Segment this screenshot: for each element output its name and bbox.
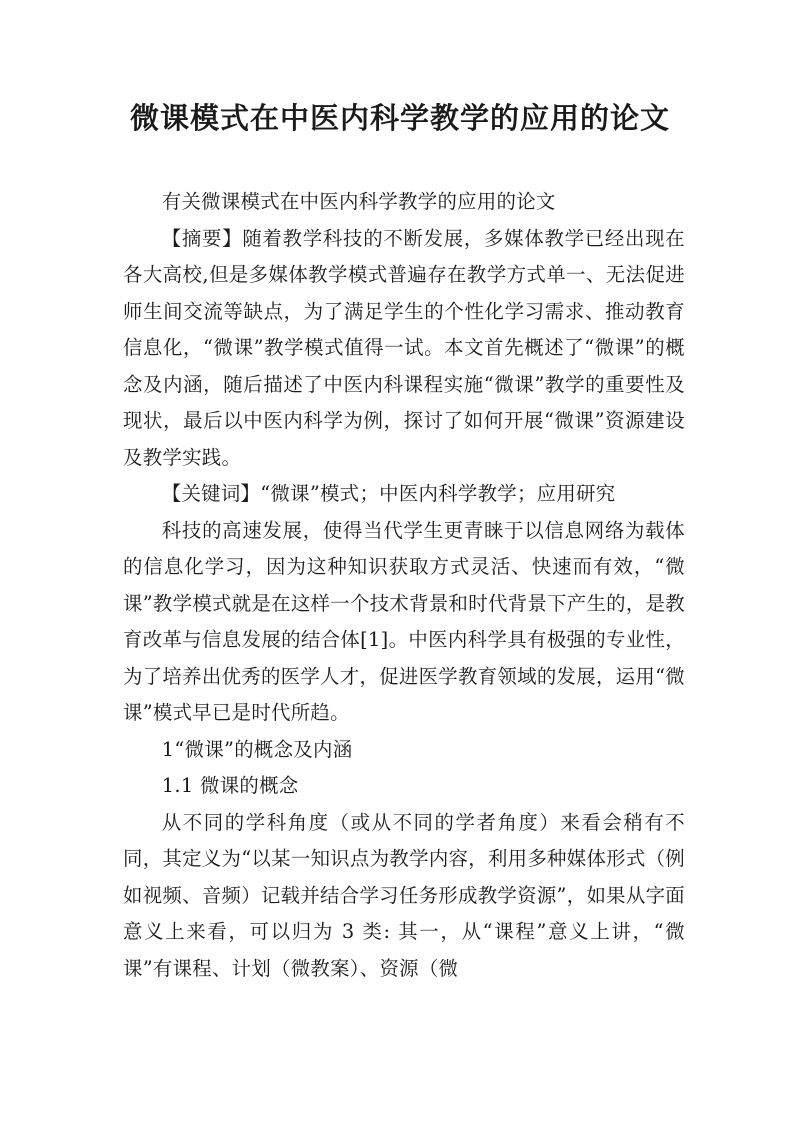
document-title: 微课模式在中医内科学教学的应用的论文 (129, 101, 670, 135)
keywords-paragraph: 【关键词】“微课”模式；中医内科学教学；应用研究 (161, 482, 616, 505)
intro-paragraph: 科技的高速发展，使得当代学生更青睐于以信息网络为载体的信息化学习，因为这种知识获取方式灵活、快速而有效，“微课”教学模式就是在这样一个技术背景和时代背景下产生的，是教育改革与信息发展的结合体[1]。中医内科学具有极强的专业性，为了培养出优秀的医学人才，促进医学教育领域的发展，运用“微课”模式早已是时代所趋。 (123, 518, 685, 724)
subsection-heading: 1.1 微课的概念 (161, 774, 299, 797)
abstract-paragraph: 【摘要】随着教学科技的不断发展，多媒体教学已经出现在各大高校,但是多媒体教学模式普遍存在教学方式单一、无法促进师生间交流等缺点，为了满足学生的个性化学习需求、推动教育信息化，“微课”教学模式值得一试。本文首先概述了“微课”的概念及内涵，随后描述了中医内科课程实施“微课”教学的重要性及现状，最后以中医内科学为例，探讨了如何开展“微课”资源建设及教学实践。 (123, 226, 685, 469)
subtitle-paragraph: 有关微课模式在中医内科学教学的应用的论文 (161, 190, 556, 213)
document-body (123, 184, 685, 987)
definition-paragraph: 从不同的学科角度（或从不同的学者角度）来看会稍有不同，其定义为“以某一知识点为教学内容，利用多种媒体形式（例如视频、音频）记载并结合学习任务形成教学资源”，如果从字面意义上来看，可以归为 3 类: 其一，从“课程”意义上讲，“微课”有课程、计划（微教案）、资源（微 (123, 810, 685, 980)
section-heading: 1“微课”的概念及内涵 (161, 737, 353, 761)
